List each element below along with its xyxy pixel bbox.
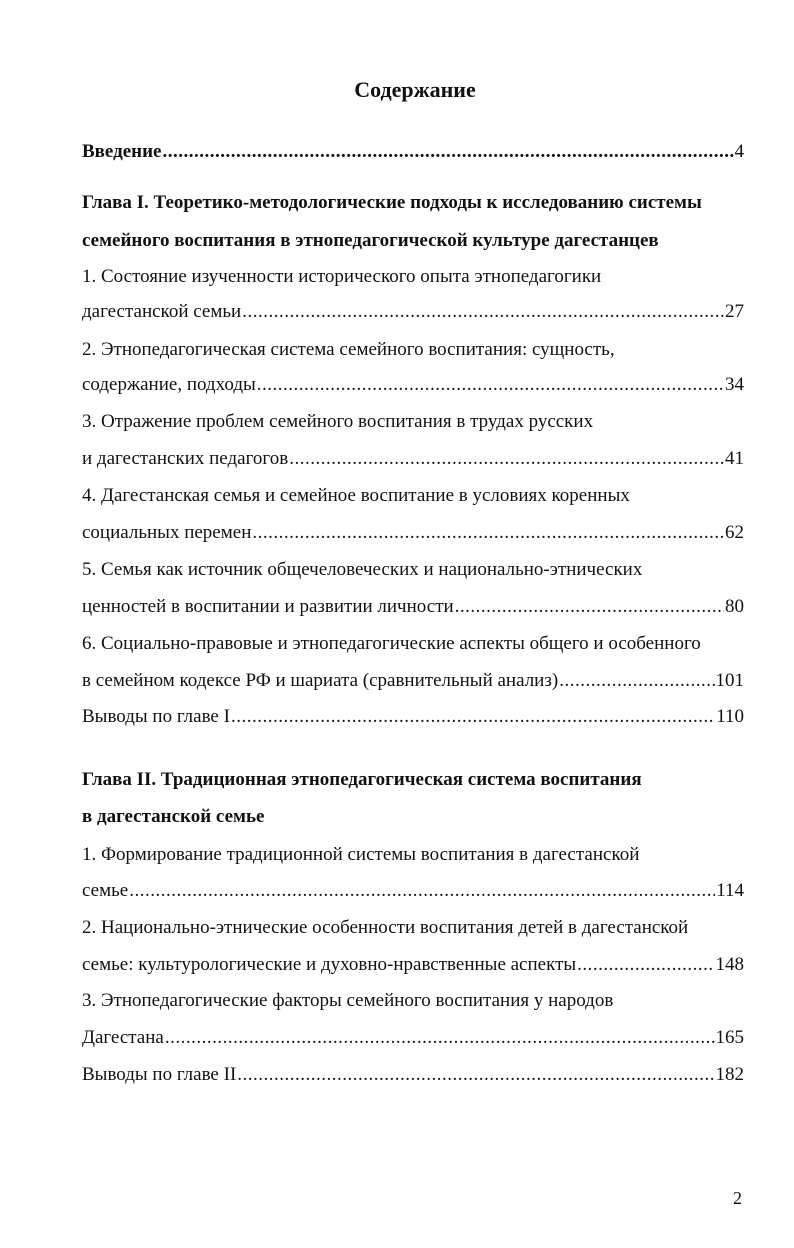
toc-item-1-5 (82, 592, 744, 622)
toc-item-1-2 (82, 370, 744, 400)
toc-leader (163, 137, 734, 167)
chapter-2-heading-line-2: в дагестанской семье (82, 806, 265, 827)
toc-label: в семейном кодексе РФ и шариата (сравнительный анализ) (82, 670, 559, 691)
chapter-1-heading-line-2: семейного воспитания в этнопедагогической культуре дагестанцев (82, 230, 659, 251)
chapter-1-heading-line-1: Глава I. Теоретико-методологические подходы к исследованию системы (82, 192, 702, 213)
toc-item-1-2-title: 2. Этнопедагогическая система семейного воспитания: сущность, (82, 339, 615, 360)
toc-leader (231, 702, 715, 732)
toc-item-1-3-title: 3. Отражение проблем семейного воспитания в трудах русских (82, 411, 594, 432)
toc-chapter-1-conclusion (82, 702, 744, 732)
toc-leader (165, 1023, 715, 1053)
toc-item-2-1 (82, 876, 744, 906)
toc-leader (289, 444, 724, 474)
toc-page: 148 (715, 954, 744, 975)
toc-leader (252, 518, 724, 548)
toc-label: семье: культурологические и духовно-нравственные аспекты (82, 954, 577, 975)
toc-leader (455, 592, 724, 622)
toc-label: Выводы по главе II (82, 1064, 237, 1085)
toc-item-1-6-title: 6. Социально-правовые и этнопедагогические аспекты общего и особенного (82, 633, 701, 654)
toc-leader (257, 370, 724, 400)
toc-entry-intro (82, 137, 744, 167)
toc-page: 80 (725, 596, 744, 617)
toc-label: ценностей в воспитании и развитии личности (82, 596, 454, 617)
page-title: Содержание (354, 77, 476, 102)
toc-page: 101 (715, 670, 744, 691)
toc-leader (577, 950, 714, 980)
toc-label: Введение (82, 141, 162, 162)
toc-item-2-3 (82, 1023, 744, 1053)
chapter-2-heading-line-1: Глава II. Традиционная этнопедагогическая система воспитания (82, 769, 642, 790)
toc-label: содержание, подходы (82, 374, 256, 395)
toc-item-2-2 (82, 950, 744, 980)
toc-item-1-5-title: 5. Семья как источник общечеловеческих и национально-этнических (82, 559, 643, 580)
toc-leader (559, 666, 714, 696)
toc-page: 165 (715, 1027, 744, 1048)
toc-chapter-2-conclusion (82, 1060, 744, 1090)
toc-label: дагестанской семьи (82, 301, 242, 322)
toc-item-1-4 (82, 518, 744, 548)
toc-leader (242, 297, 724, 327)
toc-label: и дагестанских педагогов (82, 448, 289, 469)
toc-leader (237, 1060, 714, 1090)
toc-item-2-2-title: 2. Национально-этнические особенности воспитания детей в дагестанской (82, 917, 689, 938)
toc-page: 41 (725, 448, 744, 469)
toc-leader (129, 876, 715, 906)
toc-item-1-4-title: 4. Дагестанская семья и семейное воспитание в условиях коренных (82, 485, 630, 506)
toc-label: Выводы по главе I (82, 706, 230, 727)
toc-label: Дагестана (82, 1027, 164, 1048)
toc-item-2-1-title: 1. Формирование традиционной системы воспитания в дагестанской (82, 844, 640, 865)
toc-item-1-1 (82, 297, 744, 327)
page-number: 2 (733, 1188, 742, 1208)
toc-label: семье (82, 880, 129, 901)
toc-page: 34 (725, 374, 744, 395)
toc-page: 110 (716, 706, 744, 727)
toc-label: социальных перемен (82, 522, 252, 543)
toc-page: 27 (725, 301, 744, 322)
toc-item-1-3 (82, 444, 744, 474)
toc-item-2-3-title: 3. Этнопедагогические факторы семейного воспитания у народов (82, 990, 614, 1011)
toc-item-1-6 (82, 666, 744, 696)
toc-page: 4 (734, 141, 744, 162)
toc-page: 182 (715, 1064, 744, 1085)
toc-page: 114 (716, 880, 744, 901)
toc-item-1-1-title: 1. Состояние изученности исторического опыта этнопедагогики (82, 266, 602, 287)
toc-page: 62 (725, 522, 744, 543)
